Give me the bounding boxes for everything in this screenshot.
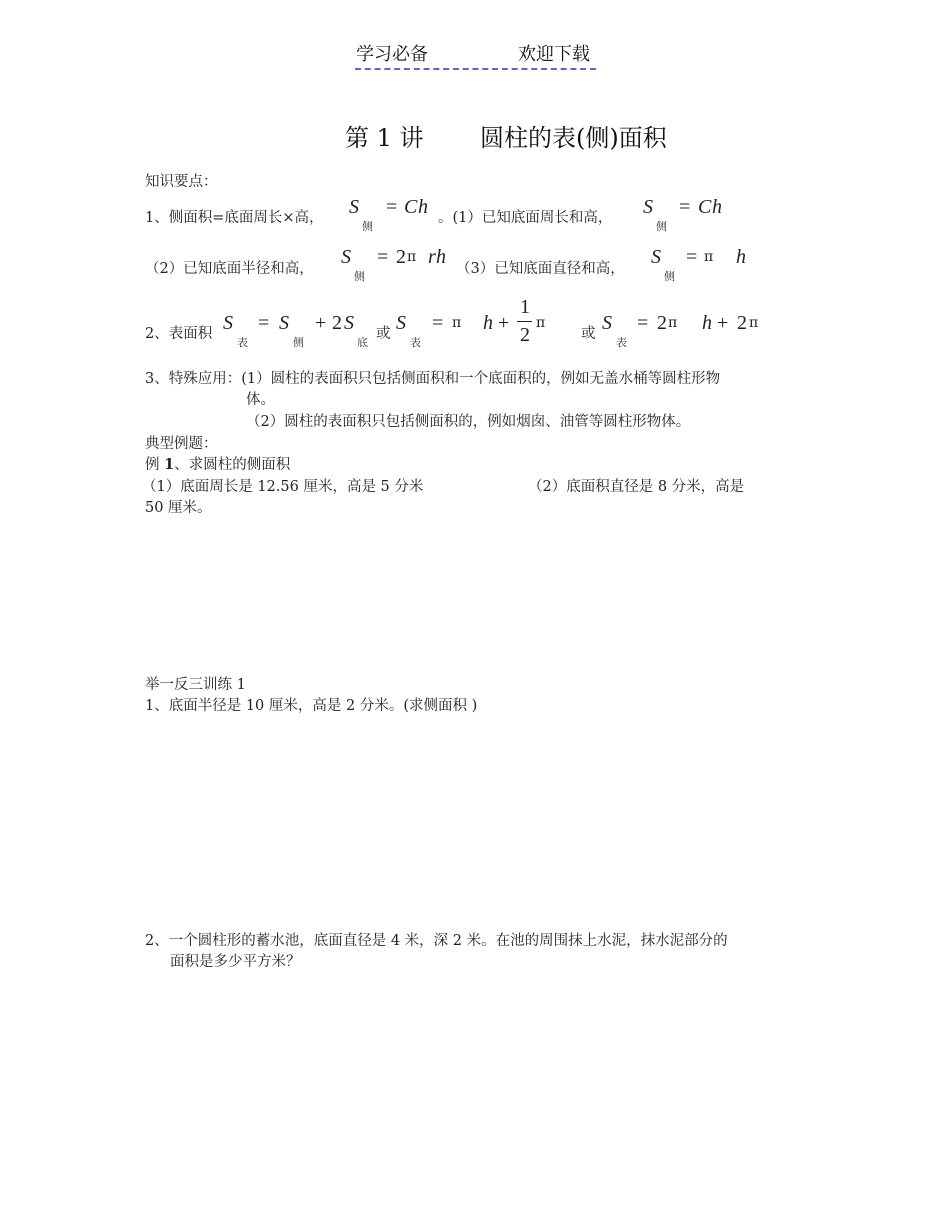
examples-heading: 典型例题： [145,436,218,452]
example1-part1: （1）底面周长是 12.56 厘米，高是 5 分米 [142,479,424,495]
or-text-1: 或 [376,326,391,342]
point1-note3: （3）已知底面直径和高， [456,261,625,277]
point3-line2: （2）圆柱的表面积只包括侧面积的，例如烟囱、油管等圆柱形物体。 [246,414,691,430]
training-question-2-line1: 2、一个圆柱形的蓄水池，底面直径是 4 米，深 2 米。在池的周围抹上水泥，抹水泥部分的 [145,933,728,949]
training-question-2-line2: 面积是多少平方米？ [170,954,301,970]
point2-text: 2、表面积 [145,326,213,342]
point1-note1: 。(1）已知底面周长和高， [438,210,613,226]
point3-line1: 3、特殊应用：(1）圆柱的表面积只包括侧面积和一个底面积的，例如无盖水桶等圆柱形物 [145,371,721,387]
training-heading: 举一反三训练 1 [145,677,246,693]
example1-part2-continued: 50 厘米。 [145,500,212,516]
point1-note2: （2）已知底面半径和高， [145,261,314,277]
example1-title: 例 1、求圆柱的侧面积 [145,456,291,473]
knowledge-points-heading: 知识要点： [145,174,218,190]
page-title: 圆柱的表(侧)面积 [480,124,667,152]
training-question-1: 1、底面半径是 10 厘米，高是 2 分米。(求侧面积 ) [145,698,478,714]
header-left: 学习必备 [356,44,428,65]
or-text-2: 或 [581,326,596,342]
header-right: 欢迎下载 [518,44,590,65]
point3-line1-continued: 体。 [246,392,275,408]
header-dashed-divider [355,68,596,70]
lecture-number: 第 1 讲 [345,124,424,152]
point1-text: 1、侧面积=底面周长×高， [145,210,324,226]
example1-part2: （2）底面积直径是 8 分米，高是 [528,479,745,495]
